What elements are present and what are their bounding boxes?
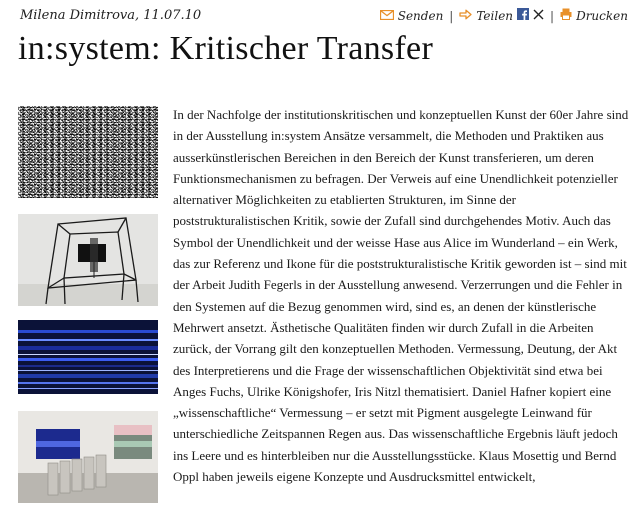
artwork-thumbnail-stripes[interactable]: [18, 320, 158, 394]
byline: Milena Dimitrova, 11.07.10: [20, 8, 202, 23]
share-arrow-icon[interactable]: [459, 9, 472, 23]
page-title: in:system: Kritischer Transfer: [18, 30, 434, 67]
article-meta-bar: [20, 8, 628, 26]
separator: |: [550, 8, 555, 23]
artwork-thumbnail-noise[interactable]: [18, 106, 158, 198]
noise-pattern-image: [18, 106, 158, 198]
cube-sculpture-image: [18, 214, 158, 306]
gallery-installation-image: [18, 411, 158, 503]
share-link[interactable]: Teilen: [476, 8, 514, 23]
article-actions: [380, 8, 628, 23]
facebook-icon[interactable]: [517, 8, 529, 23]
article-body: In der Nachfolge der institutionskritischen und konzeptuellen Kunst der 60er Jahre sind in der Ausstellung in:system Ansätze versammelt, die Methoden und Praktiken aus ausserkünstlerischen Bereichen in den Bereich der Kunst transferieren, um deren Funktionsmechanismen zu befragen. Der Verweis auf eine Unendlichkeit potenzieller alternativer Möglichkeiten zu etablierten Strukturen, im Sinne der poststrukturalistischen Kritik, sowie der Zufall sind durchgehendes Motiv. Auch das Symbol der Unendlichkeit und der weisse Hase aus Alice im Wunderland – ein Werk, das zur Referenz und Ikone für die poststrukturalistische Kritik geworden ist – sind mit der Arbeit Judith Fegerls in der Ausstellung anwesend. Verzerrungen und die Fehler in den Systemen auf die Bezug genommen wird, sind es, an denen der künstlerische Mehrwert ansetzt. Ästhetische Qualitäten finden wir durch Zufall in die Arbeiten zurück, der Vorrang gilt den konzeptuellen Methoden. Vermessung, Deutung, der Akt des Interpretierens und die Frage der wissenschaftlichen Objektivität sind etwa bei Anges Fuchs, Ulrike Königshofer, Iris Nitzl thematisiert. Daniel Hafner kopiert eine „wissenschaftliche“ Vermessung – er setzt mit Pigment ausgelegte Leinwand für unterschiedliche Zeitspannen Regen aus. Das wissenschaftliche Ergebnis läuft jedoch ins Leere und es hinterbleiben nur die Ausstellungsstücke. Klaus Mosettig und Bernd Oppl haben jeweils eigene Konzepte und Ausdrucksmittel entwickelt,: [173, 107, 629, 485]
printer-icon[interactable]: [560, 8, 572, 23]
send-link[interactable]: Senden: [397, 8, 444, 23]
x-icon[interactable]: [533, 9, 544, 23]
artwork-thumbnail-cube[interactable]: [18, 214, 158, 306]
artwork-thumbnail-gallery[interactable]: [18, 411, 158, 503]
mail-icon[interactable]: [380, 9, 394, 23]
separator: |: [449, 8, 454, 23]
blue-stripes-image: [18, 320, 158, 394]
print-link[interactable]: Drucken: [576, 8, 628, 23]
